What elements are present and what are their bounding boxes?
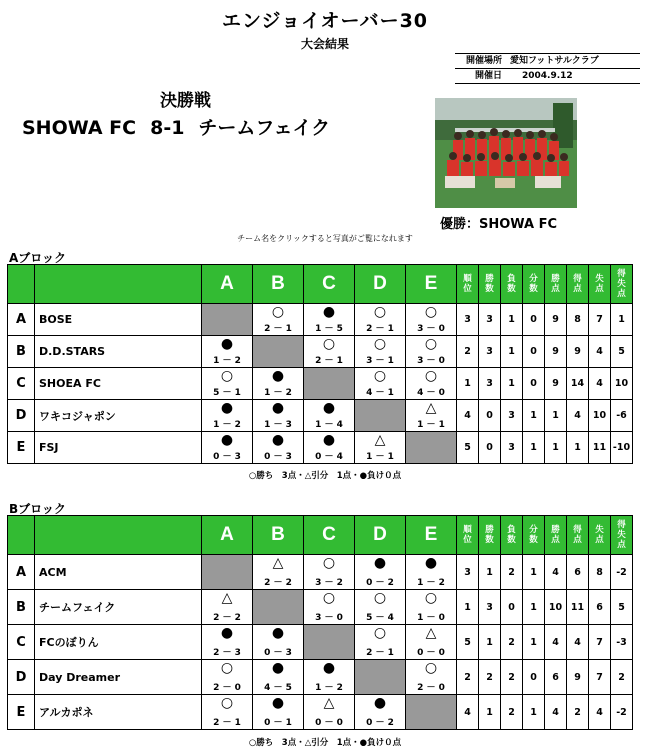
match-score: 5 － 4 <box>366 613 394 623</box>
table-row <box>8 304 633 336</box>
stat-value: 1 <box>523 400 545 432</box>
match-score: 4 － 5 <box>264 683 292 693</box>
header-blank <box>8 516 35 555</box>
result-symbol: ● <box>322 432 336 448</box>
result-symbol: ● <box>271 400 285 416</box>
match-score: 3 － 0 <box>315 613 343 623</box>
stat-value: 0 <box>523 336 545 368</box>
team-name-link[interactable]: FCのぼりん <box>35 625 202 660</box>
result-symbol: ● <box>322 400 336 416</box>
block-b-legend: ○勝ち 3点・△引分 1点・●負け０点 <box>248 738 402 748</box>
match-cell <box>253 660 304 695</box>
column-header-c: C <box>304 265 355 304</box>
date-label: 開催日 <box>474 71 502 81</box>
row-letter: E <box>8 432 35 464</box>
match-cell <box>304 304 355 336</box>
stat-value: 4 <box>545 695 567 730</box>
stat-value: 1 <box>523 625 545 660</box>
stat-value: 0 <box>479 432 501 464</box>
team-name-link[interactable]: ACM <box>35 555 202 590</box>
team-name-link[interactable]: BOSE <box>35 304 202 336</box>
match-score: 2 － 1 <box>264 324 292 334</box>
match-score: 1 － 2 <box>315 683 343 693</box>
match-score: 1 － 1 <box>417 420 445 430</box>
stat-value: 4 <box>567 625 589 660</box>
stat-value: 1 <box>457 368 479 400</box>
match-cell <box>406 304 457 336</box>
final-team2: チームフェイク <box>198 117 331 139</box>
team-photo <box>435 98 577 208</box>
stat-value: 4 <box>545 625 567 660</box>
stat-value: 1 <box>567 432 589 464</box>
header-team-blank <box>35 265 202 304</box>
match-cell <box>202 695 253 730</box>
match-score: 0 － 2 <box>366 578 394 588</box>
match-cell <box>304 400 355 432</box>
venue-label: 開催場所 <box>465 56 502 66</box>
stat-value: 5 <box>611 590 633 625</box>
stat-value: 9 <box>545 336 567 368</box>
result-symbol: ● <box>271 368 285 384</box>
result-symbol: ● <box>322 660 336 676</box>
match-score: 2 － 0 <box>213 683 241 693</box>
match-cell <box>253 432 304 464</box>
result-symbol: ○ <box>373 336 387 352</box>
result-symbol: ○ <box>322 555 336 571</box>
result-symbol: ○ <box>271 304 285 320</box>
stat-header: 得 点 <box>567 516 589 555</box>
date-value: 2004.9.12 <box>522 71 573 81</box>
table-row <box>8 590 633 625</box>
row-letter: B <box>8 590 35 625</box>
result-symbol: ● <box>220 336 234 352</box>
event-info <box>455 53 640 84</box>
stat-value: 6 <box>589 590 611 625</box>
stat-value: 3 <box>501 400 523 432</box>
page-title: エンジョイオーバー30 <box>221 10 429 32</box>
stat-value: 4 <box>589 336 611 368</box>
result-symbol: ● <box>322 304 336 320</box>
block-a-label: Aブロック <box>9 251 67 265</box>
stat-header: 分 数 <box>523 516 545 555</box>
match-score: 0 － 0 <box>417 648 445 658</box>
result-symbol: △ <box>221 590 233 606</box>
stat-value: 4 <box>545 555 567 590</box>
row-letter: D <box>8 400 35 432</box>
result-symbol: ○ <box>424 368 438 384</box>
stat-value: 1 <box>501 336 523 368</box>
team-name-link[interactable]: Day Dreamer <box>35 660 202 695</box>
stat-header: 負 数 <box>501 516 523 555</box>
stat-value: 1 <box>523 432 545 464</box>
stat-value: 4 <box>457 695 479 730</box>
stat-value: 8 <box>589 555 611 590</box>
stat-value: -2 <box>611 555 633 590</box>
match-score: 0 － 3 <box>264 452 292 462</box>
stat-value: 2 <box>501 660 523 695</box>
match-cell <box>355 555 406 590</box>
photo-click-note: チーム名をクリックすると写真がご覧になれます <box>237 234 413 243</box>
match-cell <box>406 590 457 625</box>
stat-value: 1 <box>523 555 545 590</box>
self-match-cell <box>304 368 355 400</box>
match-score: 4 － 1 <box>366 388 394 398</box>
stat-value: 3 <box>457 304 479 336</box>
result-symbol: ○ <box>424 590 438 606</box>
stat-header: 得 失 点 <box>611 265 633 304</box>
result-symbol: ○ <box>220 368 234 384</box>
table-row <box>8 625 633 660</box>
stat-value: 1 <box>611 304 633 336</box>
block-a-table <box>7 264 633 464</box>
header-row <box>8 516 633 555</box>
result-symbol: ● <box>271 625 285 641</box>
stat-value: 1 <box>457 590 479 625</box>
match-score: 0 － 3 <box>213 452 241 462</box>
stat-value: 1 <box>479 625 501 660</box>
result-symbol: ○ <box>373 304 387 320</box>
match-cell <box>355 695 406 730</box>
stat-value: 3 <box>457 555 479 590</box>
match-cell <box>304 590 355 625</box>
stat-value: 4 <box>589 695 611 730</box>
match-cell <box>406 625 457 660</box>
match-cell <box>406 400 457 432</box>
stat-value: 1 <box>501 368 523 400</box>
result-symbol: ○ <box>322 590 336 606</box>
stat-value: 4 <box>457 400 479 432</box>
stat-value: 3 <box>479 336 501 368</box>
match-score: 2 － 1 <box>315 356 343 366</box>
stat-value: -10 <box>611 432 633 464</box>
match-cell <box>304 336 355 368</box>
table-row <box>8 555 633 590</box>
result-symbol: △ <box>374 432 386 448</box>
match-cell <box>355 625 406 660</box>
stat-value: 2 <box>567 695 589 730</box>
self-match-cell <box>253 336 304 368</box>
stat-value: 1 <box>479 695 501 730</box>
stat-value: 2 <box>457 336 479 368</box>
stat-value: 1 <box>545 432 567 464</box>
result-symbol: ○ <box>220 695 234 711</box>
team-name-link[interactable]: SHOEA FC <box>35 368 202 400</box>
team-name-link[interactable]: アルカポネ <box>35 695 202 730</box>
result-symbol: ○ <box>373 590 387 606</box>
stat-value: 1 <box>545 400 567 432</box>
stat-value: 3 <box>479 304 501 336</box>
stat-value: 1 <box>523 695 545 730</box>
match-score: 3 － 0 <box>417 356 445 366</box>
column-header-e: E <box>406 516 457 555</box>
column-header-a: A <box>202 516 253 555</box>
match-cell <box>202 660 253 695</box>
match-score: 1 － 2 <box>417 578 445 588</box>
match-cell <box>406 368 457 400</box>
table-row <box>8 432 633 464</box>
result-symbol: ● <box>220 625 234 641</box>
venue-value: 愛知フットサルクラブ <box>510 56 599 66</box>
match-score: 2 － 2 <box>213 613 241 623</box>
match-score: 3 － 0 <box>417 324 445 334</box>
row-letter: A <box>8 304 35 336</box>
stat-value: 9 <box>567 660 589 695</box>
stat-value: 9 <box>545 304 567 336</box>
row-letter: D <box>8 660 35 695</box>
match-score: 0 － 1 <box>264 718 292 728</box>
result-symbol: ● <box>271 695 285 711</box>
header-row <box>8 265 633 304</box>
match-score: 1 － 0 <box>417 613 445 623</box>
self-match-cell <box>406 695 457 730</box>
result-symbol: △ <box>272 555 284 571</box>
result-symbol: ○ <box>424 304 438 320</box>
stat-header: 順 位 <box>457 265 479 304</box>
result-symbol: ○ <box>220 660 234 676</box>
column-header-e: E <box>406 265 457 304</box>
result-symbol: ● <box>271 660 285 676</box>
match-cell <box>253 400 304 432</box>
stat-header: 勝 数 <box>479 516 501 555</box>
match-score: 1 － 4 <box>315 420 343 430</box>
stat-header: 順 位 <box>457 516 479 555</box>
stat-value: 7 <box>589 304 611 336</box>
stat-value: 1 <box>479 555 501 590</box>
final-label: 決勝戦 <box>160 91 211 111</box>
match-cell <box>202 625 253 660</box>
match-cell <box>304 695 355 730</box>
stat-value: 7 <box>589 660 611 695</box>
match-cell <box>355 304 406 336</box>
stat-value: 2 <box>501 625 523 660</box>
team-name-link[interactable]: FSJ <box>35 432 202 464</box>
self-match-cell <box>202 304 253 336</box>
stat-value: 6 <box>567 555 589 590</box>
header-blank <box>8 265 35 304</box>
table-row <box>8 695 633 730</box>
match-cell <box>304 555 355 590</box>
match-cell <box>304 660 355 695</box>
match-cell <box>202 368 253 400</box>
result-symbol: ○ <box>424 336 438 352</box>
self-match-cell <box>253 590 304 625</box>
result-symbol: ● <box>424 555 438 571</box>
column-header-a: A <box>202 265 253 304</box>
match-cell <box>355 590 406 625</box>
stat-value: 1 <box>523 590 545 625</box>
stat-header: 勝 点 <box>545 516 567 555</box>
stat-value: 10 <box>589 400 611 432</box>
result-symbol: ● <box>373 555 387 571</box>
team-name-link[interactable]: ワキコジャポン <box>35 400 202 432</box>
self-match-cell <box>406 432 457 464</box>
match-score: 1 － 2 <box>213 420 241 430</box>
stat-value: -6 <box>611 400 633 432</box>
match-cell <box>355 432 406 464</box>
stat-header: 勝 点 <box>545 265 567 304</box>
winner-label: 優勝：SHOWA FC <box>440 217 558 232</box>
stat-value: 4 <box>567 400 589 432</box>
stat-header: 分 数 <box>523 265 545 304</box>
stat-header: 失 点 <box>589 265 611 304</box>
self-match-cell <box>304 625 355 660</box>
row-letter: A <box>8 555 35 590</box>
result-symbol: ○ <box>424 660 438 676</box>
stat-value: 0 <box>479 400 501 432</box>
result-symbol: △ <box>425 625 437 641</box>
table-row <box>8 368 633 400</box>
stat-value: 3 <box>479 590 501 625</box>
stat-header: 得 点 <box>567 265 589 304</box>
stat-value: 1 <box>501 304 523 336</box>
stat-value: 9 <box>567 336 589 368</box>
match-score: 2 － 1 <box>366 648 394 658</box>
table-row <box>8 400 633 432</box>
result-symbol: ○ <box>373 625 387 641</box>
result-symbol: ○ <box>322 336 336 352</box>
stat-value: 11 <box>589 432 611 464</box>
match-score: 2 － 1 <box>213 718 241 728</box>
match-score: 2 － 1 <box>366 324 394 334</box>
final-score: 8-1 <box>150 117 185 139</box>
stat-header: 勝 数 <box>479 265 501 304</box>
stat-value: 0 <box>523 660 545 695</box>
stat-value: 0 <box>523 304 545 336</box>
match-score: 1 － 5 <box>315 324 343 334</box>
team-name-link[interactable]: D.D.STARS <box>35 336 202 368</box>
page-subtitle: 大会結果 <box>300 37 349 51</box>
match-score: 0 － 0 <box>315 718 343 728</box>
match-score: 1 － 2 <box>264 388 292 398</box>
final-result <box>22 113 344 140</box>
final-team1: SHOWA FC <box>22 117 137 139</box>
match-score: 0 － 4 <box>315 452 343 462</box>
stat-value: 14 <box>567 368 589 400</box>
stat-value: -2 <box>611 695 633 730</box>
block-a-legend: ○勝ち 3点・△引分 1点・●負け０点 <box>248 471 402 481</box>
stat-value: 8 <box>567 304 589 336</box>
self-match-cell <box>202 555 253 590</box>
stat-value: 5 <box>457 432 479 464</box>
stat-value: 4 <box>589 368 611 400</box>
result-symbol: ● <box>271 432 285 448</box>
match-score: 1 － 3 <box>264 420 292 430</box>
match-cell <box>304 432 355 464</box>
match-cell <box>253 304 304 336</box>
stat-value: 0 <box>523 368 545 400</box>
stat-header: 負 数 <box>501 265 523 304</box>
match-cell <box>202 336 253 368</box>
self-match-cell <box>355 660 406 695</box>
match-score: 4 － 0 <box>417 388 445 398</box>
match-cell <box>355 336 406 368</box>
match-score: 5 － 1 <box>213 388 241 398</box>
self-match-cell <box>355 400 406 432</box>
row-letter: C <box>8 368 35 400</box>
stat-value: 11 <box>567 590 589 625</box>
stat-value: -3 <box>611 625 633 660</box>
match-score: 3 － 2 <box>315 578 343 588</box>
match-cell <box>202 432 253 464</box>
row-letter: B <box>8 336 35 368</box>
match-cell <box>253 625 304 660</box>
stat-value: 3 <box>479 368 501 400</box>
match-cell <box>202 400 253 432</box>
column-header-c: C <box>304 516 355 555</box>
team-name-link[interactable]: チームフェイク <box>35 590 202 625</box>
match-score: 0 － 3 <box>264 648 292 658</box>
header-team-blank <box>35 516 202 555</box>
match-score: 2 － 3 <box>213 648 241 658</box>
match-score: 1 － 2 <box>213 356 241 366</box>
stat-value: 3 <box>501 432 523 464</box>
match-cell <box>253 555 304 590</box>
match-cell <box>355 368 406 400</box>
stat-value: 6 <box>545 660 567 695</box>
match-score: 3 － 1 <box>366 356 394 366</box>
result-symbol: ● <box>220 400 234 416</box>
match-cell <box>202 590 253 625</box>
stat-value: 2 <box>611 660 633 695</box>
match-score: 0 － 2 <box>366 718 394 728</box>
stat-value: 5 <box>457 625 479 660</box>
stat-value: 9 <box>545 368 567 400</box>
stat-value: 0 <box>501 590 523 625</box>
match-score: 2 － 0 <box>417 683 445 693</box>
stat-header: 得 失 点 <box>611 516 633 555</box>
column-header-b: B <box>253 516 304 555</box>
match-cell <box>406 660 457 695</box>
match-score: 1 － 1 <box>366 452 394 462</box>
stat-value: 5 <box>611 336 633 368</box>
stat-value: 2 <box>479 660 501 695</box>
table-row <box>8 336 633 368</box>
result-symbol: ● <box>220 432 234 448</box>
match-cell <box>406 555 457 590</box>
result-symbol: ● <box>373 695 387 711</box>
match-cell <box>253 695 304 730</box>
stat-value: 10 <box>611 368 633 400</box>
stat-value: 10 <box>545 590 567 625</box>
column-header-d: D <box>355 265 406 304</box>
stat-value: 2 <box>457 660 479 695</box>
stat-value: 2 <box>501 555 523 590</box>
column-header-d: D <box>355 516 406 555</box>
block-b-table <box>7 515 633 730</box>
row-letter: C <box>8 625 35 660</box>
result-symbol: ○ <box>373 368 387 384</box>
block-b-label: Bブロック <box>9 502 66 516</box>
result-symbol: △ <box>425 400 437 416</box>
result-symbol: △ <box>323 695 335 711</box>
column-header-b: B <box>253 265 304 304</box>
table-row <box>8 660 633 695</box>
row-letter: E <box>8 695 35 730</box>
stat-value: 7 <box>589 625 611 660</box>
stat-header: 失 点 <box>589 516 611 555</box>
match-cell <box>406 336 457 368</box>
match-score: 2 － 2 <box>264 578 292 588</box>
stat-value: 2 <box>501 695 523 730</box>
match-cell <box>253 368 304 400</box>
